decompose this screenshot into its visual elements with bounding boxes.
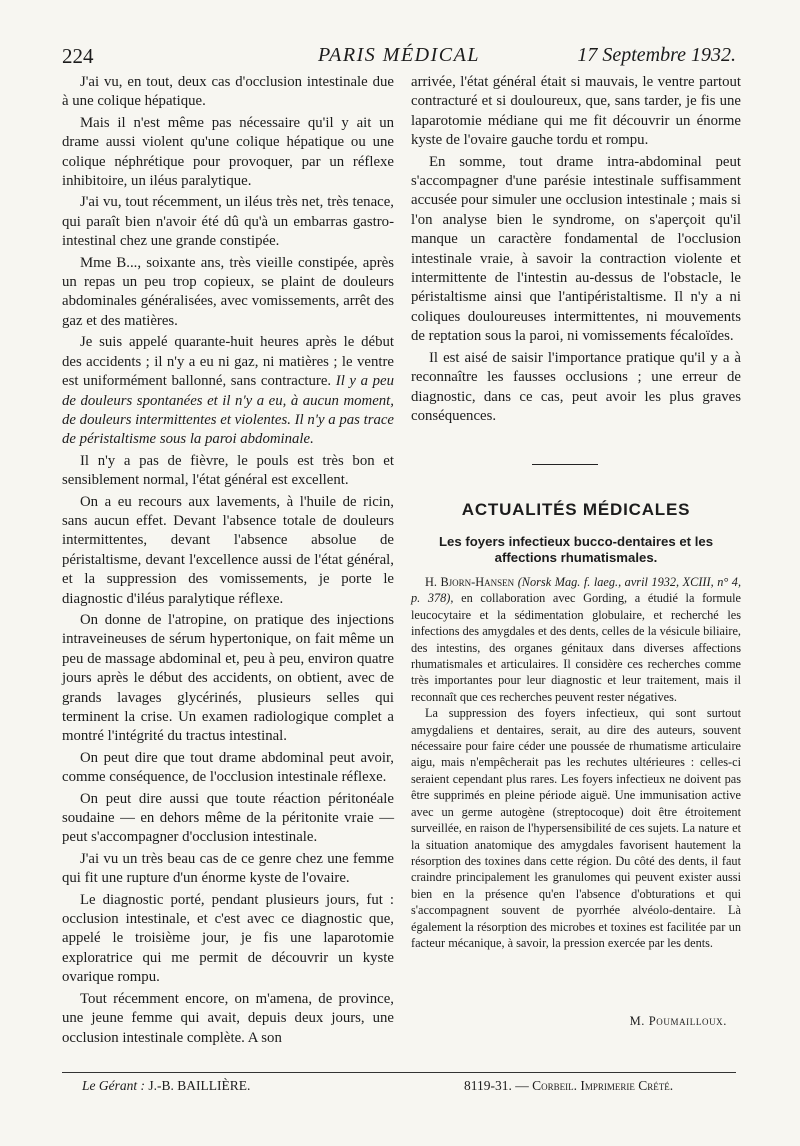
paragraph: On donne de l'atropine, on pratique des injections intraveineuses de sérum hypertonique, on fait même un peu de massage abdominal et, peu à peu, environ quatre jours après le début des accidents, on obtient, avec de grands lavages glycérinés, plusieurs selles qui terminent la crise. Un examen radiologique complet a montré l'intégrité du tractus intestinal. [62,611,394,745]
manager-name: J.-B. BAILLIÈRE. [148,1078,251,1093]
section-divider [532,464,598,465]
paragraph: J'ai vu, en tout, deux cas d'occlusion intestinale due à une colique hépatique. [62,74,394,110]
paragraph: Mme B..., soixante ans, très vieille constipée, après un repas un peu trop copieux, se plaint de douleurs abdominales généralisées, avec vomissements, arrêt des gaz et des matières. [62,254,394,329]
paragraph: arrivée, l'état général était si mauvais, le ventre partout contracturé et si douloureux, que, sans tarder, je fis une laparotomie médiane qui me fit découvrir un énorme kyste de l'ovaire gauche tordu et rompu. [411,74,741,149]
paragraph: Il est aisé de saisir l'importance pratique qu'il y a à reconnaître les fausses occlusions ; une erreur de diagnostic, dans ce cas, peut avoir les plus graves conséquences. [411,349,741,424]
paragraph: J'ai vu un très beau cas de ce genre chez une femme qui fit une rupture d'un énorme kyste de l'ovaire. [62,850,394,887]
signature: M. Poumailloux. [629,1014,727,1028]
journal-title: PARIS MÉDICAL [318,44,480,66]
page-number: 224 [62,44,94,68]
right-column [411,73,741,428]
paragraph: Le diagnostic porté, pendant plusieurs jours, fut : occlusion intestinale, et c'est avec ce diagnostic que, appelé le troisième jour, je fis une laparotomie exploratrice qui me permit de découvrir un kyste ovarique rompu. [62,891,394,986]
paragraph: J'ai vu, tout récemment, un iléus très net, très tenace, qui paraît bien n'avoir été dû qu'à un embarras gastro-intestinal chez une grande constipée. [62,194,394,250]
paragraph: Tout récemment encore, on m'amena, de province, une jeune femme qui avait, depuis deux jours, une occlusion intestinale complète. A son [62,990,394,1046]
paragraph: On peut dire que tout drame abdominal peut avoir, comme conséquence, de l'occlusion intestinale réflexe. [62,749,394,786]
paragraph: La suppression des foyers infectieux, qui sont surtout amygdaliens et dentaires, serait, au dire des auteurs, souvent nécessaire pour faire céder une poussée de rhumatisme articulaire aigu, mais n'empêcherait pas les rechutes ultérieures : celles-ci seraient cependant plus rares. Les foyers infectieux ne doivent pas être supprimés en pleine période aiguë. Une immunisation active avec un germe autogène (streptocoque) doit être étroitement surveillée, en raison de l'hypersensibilité de ces sujets. La nature et la situation anatomique des amygdales favorisent hautement la résorption des toxines dans cette région. Du côté des dents, il faut craindre principalement les granulomes qui peuvent exister aussi bien en la présence qu'en l'absence d'obturations et qui s'accompagnent souvent de pyorrhée alvéolo-dentaire. Là également la résorption des microbes et toxines est facilitée par un facteur mécanique, à savoir, la pression exercée par les dents. [411,706,741,950]
footer-printer: 8119-31. — Corbeil. Imprimerie Crété. [464,1078,674,1093]
paragraph: En somme, tout drame intra-abdominal peut s'accompagner d'une parésie intestinale suffisamment accusée pour simuler une occlusion intestinale ; mais si l'on analyse bien le syndrome, on s'aperçoit qu'il manque un caractère fondamental de l'occlusion intestinale vraie, à savoir la contraction violente et intermittente de l'intestin au-dessus de l'obstacle, le péristaltisme ainsi que l'antipéristaltisme. Il n'y a ni coliques douloureuses intermittentes, ni mouvements de reptation sous la paroi, ni vomissements fécaloïdes. [411,153,741,345]
page-header [62,44,736,68]
emphasis-text: Il y a peu de douleurs spontanées et il n'y a eu, à aucun moment, de douleurs intermittentes et violentes. Il n'y a pas trace de péristaltisme sous la paroi abdominale. [62,373,395,448]
citation-author: H. Bjorn-Hansen [425,575,515,589]
paragraph: Je suis appelé quarante-huit heures après le début des accidents ; il n'y a eu ni gaz, ni matières ; le ventre est uniformément ballonné, sans contracture. Il y a peu de douleurs spontanées et il n'y a eu, à aucun moment, de douleurs intermittentes et violentes. Il n'y a pas trace de péristaltisme sous la paroi abdominale. [62,334,395,448]
paragraph: On a eu recours aux lavements, à l'huile de ricin, sans aucun effet. Devant l'absence totale de douleurs intermittentes, devant l'absence absolue de péristaltisme, devant l'excellence aussi de l'état général, et la suppression des vomissements, je porte le diagnostic d'iléus paralytique réflexe. [62,493,394,607]
paragraph: Il n'y a pas de fièvre, le pouls est très bon et sensiblement normal, l'état général est excellent. [62,452,394,489]
paragraph: H. Bjorn-Hansen (Norsk Mag. f. laeg., avril 1932, XCIII, n° 4, p. 378), en collaboration avec Gording, a étudié la formule leucocytaire et la sédimentation globulaire, et recherché les infections des amygdales et des dents, celles de la vésicule biliaire, des intestins, des organes génitaux dans diverses affections rhumatismales et articulaires. Il considère ces recherches comme très importantes pour leur diagnostic et leur traitement, mais il reconnaît que ces recherches peuvent rester négatives. [411,575,742,704]
section-title: ACTUALITÉS MÉDICALES [461,500,691,519]
left-column [62,73,394,1050]
footer-divider [62,1072,736,1073]
issue-date: 17 Septembre 1932. [577,44,736,66]
footer-manager [82,1078,250,1094]
manager-label: Le Gérant : [82,1078,145,1093]
article-body [411,574,741,951]
article-title: Les foyers infectieux bucco-dentaires et les affections rhumatismales. [438,534,714,565]
paragraph: Mais il n'est même pas nécessaire qu'il y ait un drame aussi violent qu'une colique hépatique ou une colique néphrétique pour provoquer, par un réflexe inhibitoire, un iléus paralytique. [62,114,394,190]
citation-source: (Norsk Mag. f. laeg., avril 1932, XCIII, n° 4, p. 378), [411,575,742,606]
paragraph: On peut dire aussi que toute réaction péritonéale soudaine — en dehors même de la péritonite vraie — peut s'accompagner d'occlusion intestinale. [62,790,394,846]
